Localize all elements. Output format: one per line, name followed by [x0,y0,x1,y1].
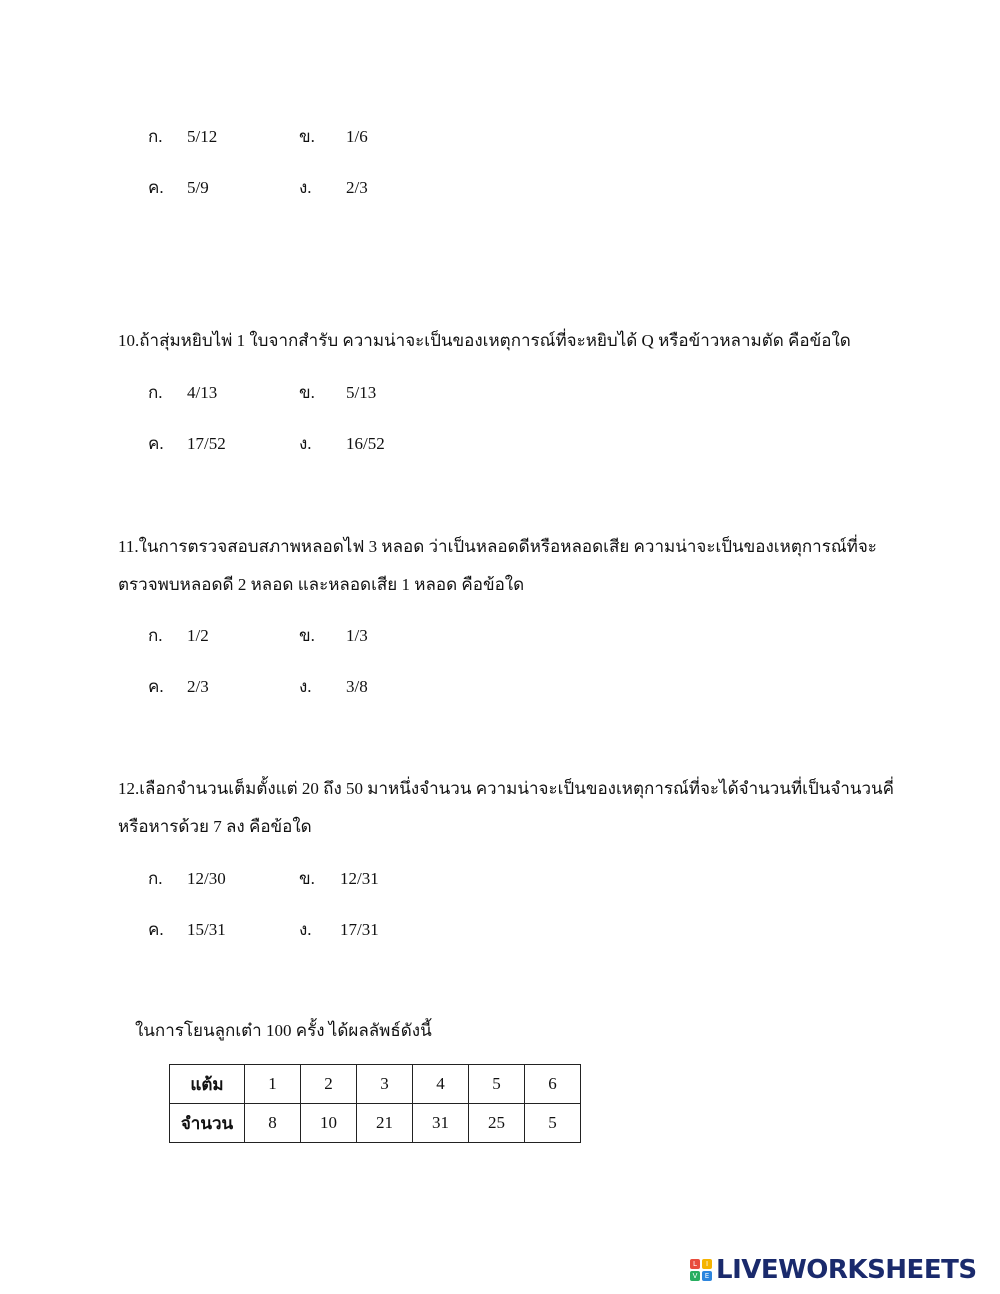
q9-option-b-value[interactable]: 1/6 [346,127,368,146]
table-row [170,1104,581,1143]
q11-option-c-letter: ค. [148,677,164,696]
q10-option-c-value[interactable]: 17/52 [187,434,226,453]
logo-mark-v: V [690,1271,700,1281]
logo-text: LIVEWORKSHEETS [716,1255,977,1285]
table-cell: 5 [469,1065,525,1104]
q10-option-b-letter: ข. [299,383,315,402]
dice-results-table [169,1064,581,1143]
q9-option-c-letter: ค. [148,178,164,197]
dice-intro-text: ในการโยนลูกเต๋า 100 ครั้ง ได้ผลลัพธ์ดังนี้ [135,1021,432,1040]
q9-option-b-letter: ข. [299,127,315,146]
q10-option-b-value[interactable]: 5/13 [346,383,377,402]
q10-option-d-letter: ง. [299,434,312,453]
q11-text-line1: 11.ในการตรวจสอบสภาพหลอดไฟ 3 หลอด ว่าเป็นหลอดดีหรือหลอดเสีย ความน่าจะเป็นของเหตุการณ์ที่จะ [118,537,877,556]
logo-mark-e: E [702,1271,712,1281]
table-cell: 1 [245,1065,301,1104]
logo-mark-icon [690,1259,712,1281]
table-cell: 5 [525,1104,581,1143]
q10-option-a-value[interactable]: 4/13 [187,383,218,402]
q12-option-d-value[interactable]: 17/31 [340,920,379,939]
q9-option-a-value[interactable]: 5/12 [187,127,218,146]
table-cell: 4 [413,1065,469,1104]
q11-option-d-value[interactable]: 3/8 [346,677,368,696]
table-cell: 25 [469,1104,525,1143]
table-cell: 31 [413,1104,469,1143]
table-cell: 6 [525,1065,581,1104]
q11-option-c-value[interactable]: 2/3 [187,677,209,696]
table-cell: 2 [301,1065,357,1104]
q12-option-a-value[interactable]: 12/30 [187,869,226,888]
q12-option-c-letter: ค. [148,920,164,939]
logo-mark-i: I [702,1259,712,1269]
table-cell: 8 [245,1104,301,1143]
q9-option-d-value[interactable]: 2/3 [346,178,368,197]
q12-option-d-letter: ง. [299,920,312,939]
q12-option-c-value[interactable]: 15/31 [187,920,226,939]
q12-option-b-letter: ข. [299,869,315,888]
row-header-count: จำนวน [170,1104,245,1143]
table-row [170,1065,581,1104]
q11-option-d-letter: ง. [299,677,312,696]
table-cell: 21 [357,1104,413,1143]
q10-option-d-value[interactable]: 16/52 [346,434,385,453]
q12-option-b-value[interactable]: 12/31 [340,869,379,888]
q10-option-a-letter: ก. [148,383,163,402]
q9-option-a-letter: ก. [148,127,163,146]
q11-option-b-value[interactable]: 1/3 [346,626,368,645]
logo-mark-l: L [690,1259,700,1269]
q10-text: 10.ถ้าสุ่มหยิบไพ่ 1 ใบจากสำรับ ความน่าจะเป็นของเหตุการณ์ที่จะหยิบได้ Q หรือข้าวหลามตัด คือข้อใด [118,331,851,350]
q9-option-c-value[interactable]: 5/9 [187,178,209,197]
table-cell: 10 [301,1104,357,1143]
liveworksheets-logo [690,1255,977,1285]
q12-text-line1: 12.เลือกจำนวนเต็มตั้งแต่ 20 ถึง 50 มาหนึ่งจำนวน ความน่าจะเป็นของเหตุการณ์ที่จะได้จำนวนที่เป็นจำนวนคี่ [118,779,895,798]
q9-option-d-letter: ง. [299,178,312,197]
q11-option-a-value[interactable]: 1/2 [187,626,209,645]
row-header-points: แต้ม [170,1065,245,1104]
q12-option-a-letter: ก. [148,869,163,888]
q11-text-line2: ตรวจพบหลอดดี 2 หลอด และหลอดเสีย 1 หลอด คือข้อใด [118,575,525,594]
table-cell: 3 [357,1065,413,1104]
q11-option-a-letter: ก. [148,626,163,645]
q11-option-b-letter: ข. [299,626,315,645]
q10-option-c-letter: ค. [148,434,164,453]
q12-text-line2: หรือหารด้วย 7 ลง คือข้อใด [118,817,312,836]
